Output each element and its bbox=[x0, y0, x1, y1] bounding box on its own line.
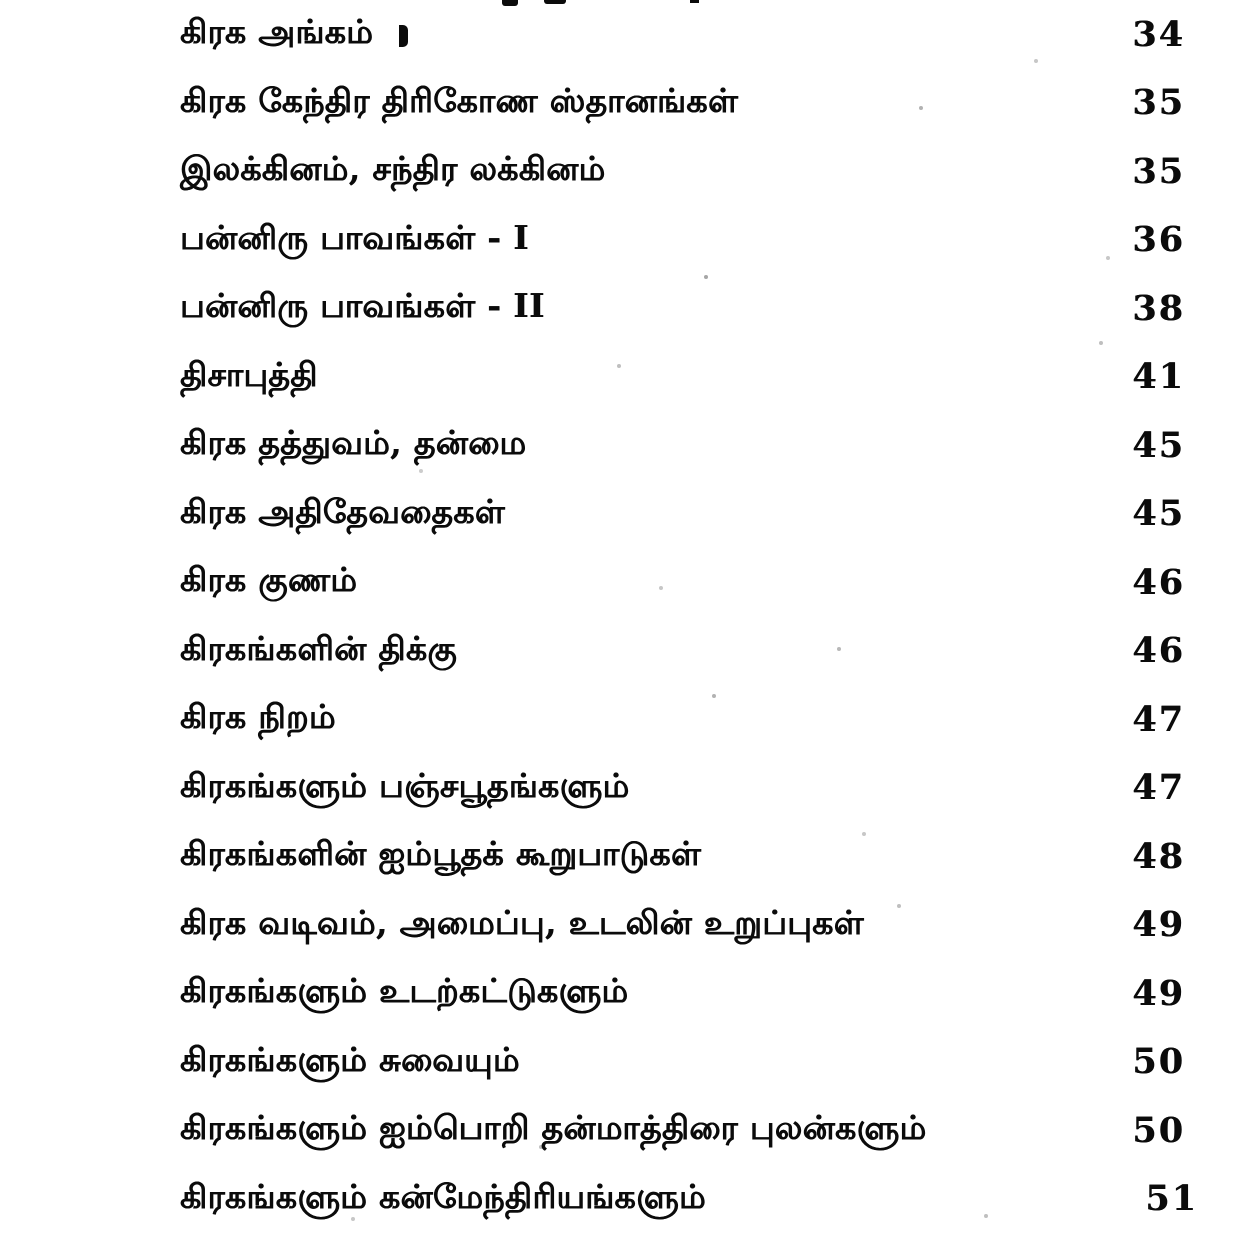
toc-entry-page-number: 38 bbox=[1132, 287, 1185, 329]
toc-entry-row bbox=[180, 617, 1185, 686]
toc-entry-page-number: 45 bbox=[1132, 493, 1185, 535]
toc-entry-page-number: 49 bbox=[1132, 972, 1185, 1014]
toc-entry-page-number: 50 bbox=[1132, 1041, 1185, 1083]
toc-entry-title: கிரகங்களின் திக்கு bbox=[180, 628, 457, 668]
toc-entry-page-number: 50 bbox=[1132, 1109, 1185, 1151]
toc-entry-row bbox=[180, 1165, 1198, 1233]
toc-entry-title: கிரக தத்துவம், தன்மை bbox=[180, 423, 527, 463]
toc-entry-title: பன்னிரு பாவங்கள் - II bbox=[180, 286, 545, 326]
toc-entry-row bbox=[180, 0, 1185, 69]
toc-entry-row bbox=[180, 206, 1185, 275]
toc-entry-title: கிரக கேந்திர திரிகோண ஸ்தானங்கள் bbox=[180, 80, 738, 120]
toc-entry-title: கிரகங்களும் பஞ்சபூதங்களும் bbox=[180, 765, 630, 805]
toc-entry-page-number: 36 bbox=[1132, 219, 1185, 261]
toc-entry-page-number: 46 bbox=[1132, 630, 1185, 672]
toc-entry-title: கிரக வடிவம், அமைப்பு, உடலின் உறுப்புகள் bbox=[180, 902, 864, 942]
toc-entry-row bbox=[180, 343, 1185, 412]
toc-entry-page-number: 35 bbox=[1132, 82, 1185, 124]
toc-entry-title: கிரகங்களின் ஐம்பூதக் கூறுபாடுகள் bbox=[180, 834, 702, 874]
toc-entry-row bbox=[180, 548, 1185, 617]
toc-entry-title: திசாபுத்தி bbox=[180, 354, 318, 394]
toc-entry-title: கிரகங்களும் ஐம்பொறி தன்மாத்திரை புலன்களும் bbox=[180, 1108, 927, 1148]
toc-entry-row bbox=[180, 1028, 1185, 1097]
toc-entry-row bbox=[180, 822, 1185, 891]
toc-entry-title: கிரக நிறம் bbox=[180, 697, 336, 737]
toc-entry-page-number: 34 bbox=[1132, 13, 1185, 55]
toc-entry-page-number: 45 bbox=[1132, 424, 1185, 466]
toc-entry-row bbox=[180, 137, 1185, 206]
toc-entry-title: கிரக அங்கம் bbox=[180, 12, 374, 52]
toc-list bbox=[180, 0, 1198, 1233]
toc-entry-row bbox=[180, 411, 1185, 480]
toc-entry-page-number: 47 bbox=[1132, 767, 1185, 809]
toc-entry-page-number: 47 bbox=[1132, 698, 1185, 740]
toc-entry-page-number: 48 bbox=[1132, 835, 1185, 877]
toc-entry-page-number: 51 bbox=[1145, 1178, 1198, 1220]
toc-entry-title: கிரக அதிதேவதைகள் bbox=[180, 491, 505, 531]
toc-entry-row bbox=[180, 1096, 1185, 1165]
toc-entry-title: இலக்கினம், சந்திர லக்கினம் bbox=[180, 149, 606, 189]
toc-entry-page-number: 49 bbox=[1132, 904, 1185, 946]
toc-entry-row bbox=[180, 69, 1185, 138]
toc-entry-title: கிரகங்களும் உடற்கட்டுகளும் bbox=[180, 971, 629, 1011]
toc-entry-page-number: 41 bbox=[1132, 356, 1185, 398]
toc-entry-title: பன்னிரு பாவங்கள் - I bbox=[180, 217, 529, 257]
toc-entry-row bbox=[180, 274, 1185, 343]
toc-entry-title: கிரக குணம் bbox=[180, 560, 358, 600]
toc-entry-row bbox=[180, 754, 1185, 823]
toc-entry-row bbox=[180, 891, 1185, 960]
toc-entry-title: கிரகங்களும் கன்மேந்திரியங்களும் bbox=[180, 1176, 706, 1216]
toc-entry-page-number: 46 bbox=[1132, 561, 1185, 603]
toc-entry-page-number: 35 bbox=[1132, 150, 1185, 192]
toc-entry-row bbox=[180, 685, 1185, 754]
scan-speckles bbox=[0, 0, 2, 2]
toc-entry-title: கிரகங்களும் சுவையும் bbox=[180, 1039, 520, 1079]
toc-entry-row bbox=[180, 480, 1185, 549]
toc-entry-row bbox=[180, 959, 1185, 1028]
